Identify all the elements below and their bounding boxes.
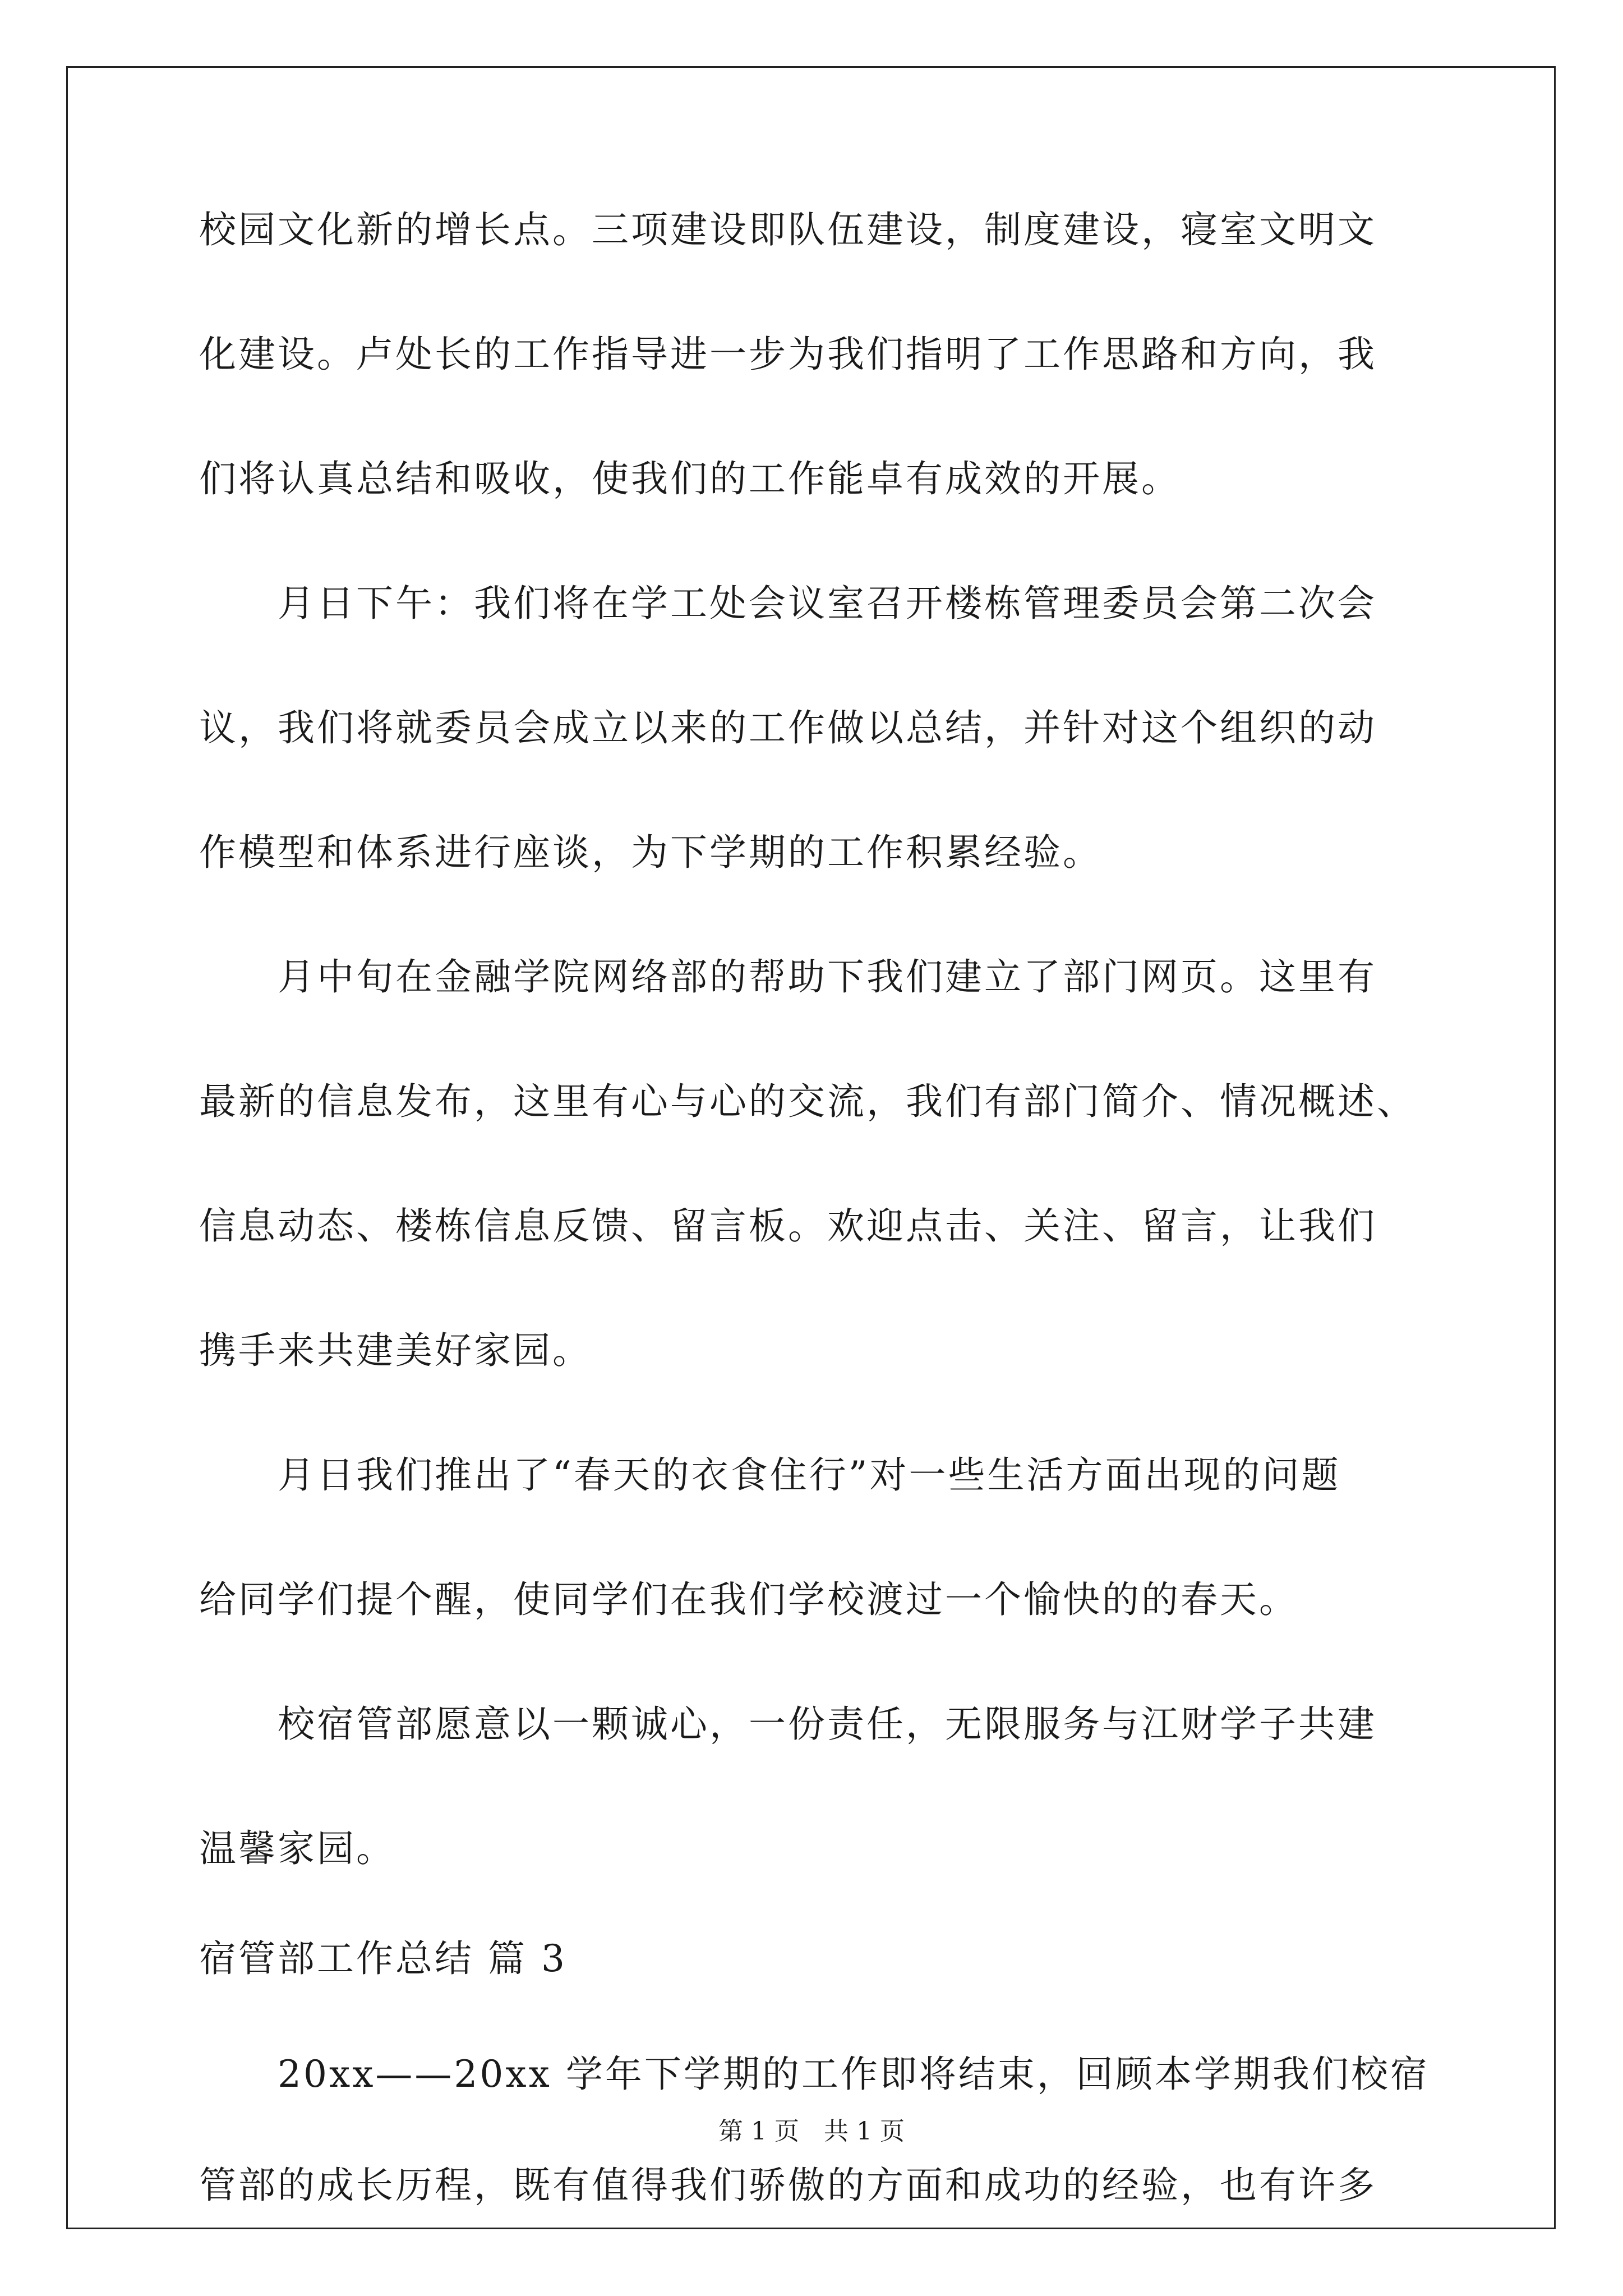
page-footer: 第 1 页 共 1 页 — [718, 2117, 905, 2146]
paragraph-line: 最新的信息发布，这里有心与心的交流，我们有部门简介、情况概述、 — [199, 1080, 1416, 1123]
paragraph-line: 月日下午：我们将在学工处会议室召开楼栋管理委员会第二次会 — [278, 582, 1377, 625]
paragraph-line: 作模型和体系进行座谈，为下学期的工作积累经验。 — [199, 831, 1102, 874]
paragraph-line: 20xx——20xx 学年下学期的工作即将结束，回顾本学期我们校宿 — [278, 2053, 1430, 2096]
paragraph-line: 校园文化新的增长点。三项建设即队伍建设，制度建设，寝室文明文 — [199, 208, 1377, 251]
page-border — [66, 66, 1556, 2229]
paragraph-line: 信息动态、楼栋信息反馈、留言板。欢迎点击、关注、留言，让我们 — [199, 1204, 1377, 1248]
paragraph-line: 携手来共建美好家园。 — [199, 1329, 592, 1372]
paragraph-line: 议，我们将就委员会成立以来的工作做以总结，并针对这个组织的动 — [199, 706, 1377, 749]
paragraph-line: 化建设。卢处长的工作指导进一步为我们指明了工作思路和方向，我 — [199, 333, 1377, 376]
section-heading: 宿管部工作总结 篇 3 — [199, 1937, 567, 1980]
paragraph-line: 月日我们推出了“春天的衣食住行”对一些生活方面出现的问题 — [278, 1453, 1341, 1497]
paragraph-line: 管部的成长历程，既有值得我们骄傲的方面和成功的经验，也有许多 — [199, 2164, 1377, 2207]
paragraph-line: 温馨家园。 — [199, 1827, 395, 1870]
paragraph-line: 月中旬在金融学院网络部的帮助下我们建立了部门网页。这里有 — [278, 955, 1377, 999]
paragraph-line: 们将认真总结和吸收，使我们的工作能卓有成效的开展。 — [199, 457, 1181, 500]
paragraph-line: 校宿管部愿意以一颗诚心，一份责任，无限服务与江财学子共建 — [278, 1703, 1377, 1746]
paragraph-line: 给同学们提个醒，使同学们在我们学校渡过一个愉快的的春天。 — [199, 1578, 1298, 1621]
